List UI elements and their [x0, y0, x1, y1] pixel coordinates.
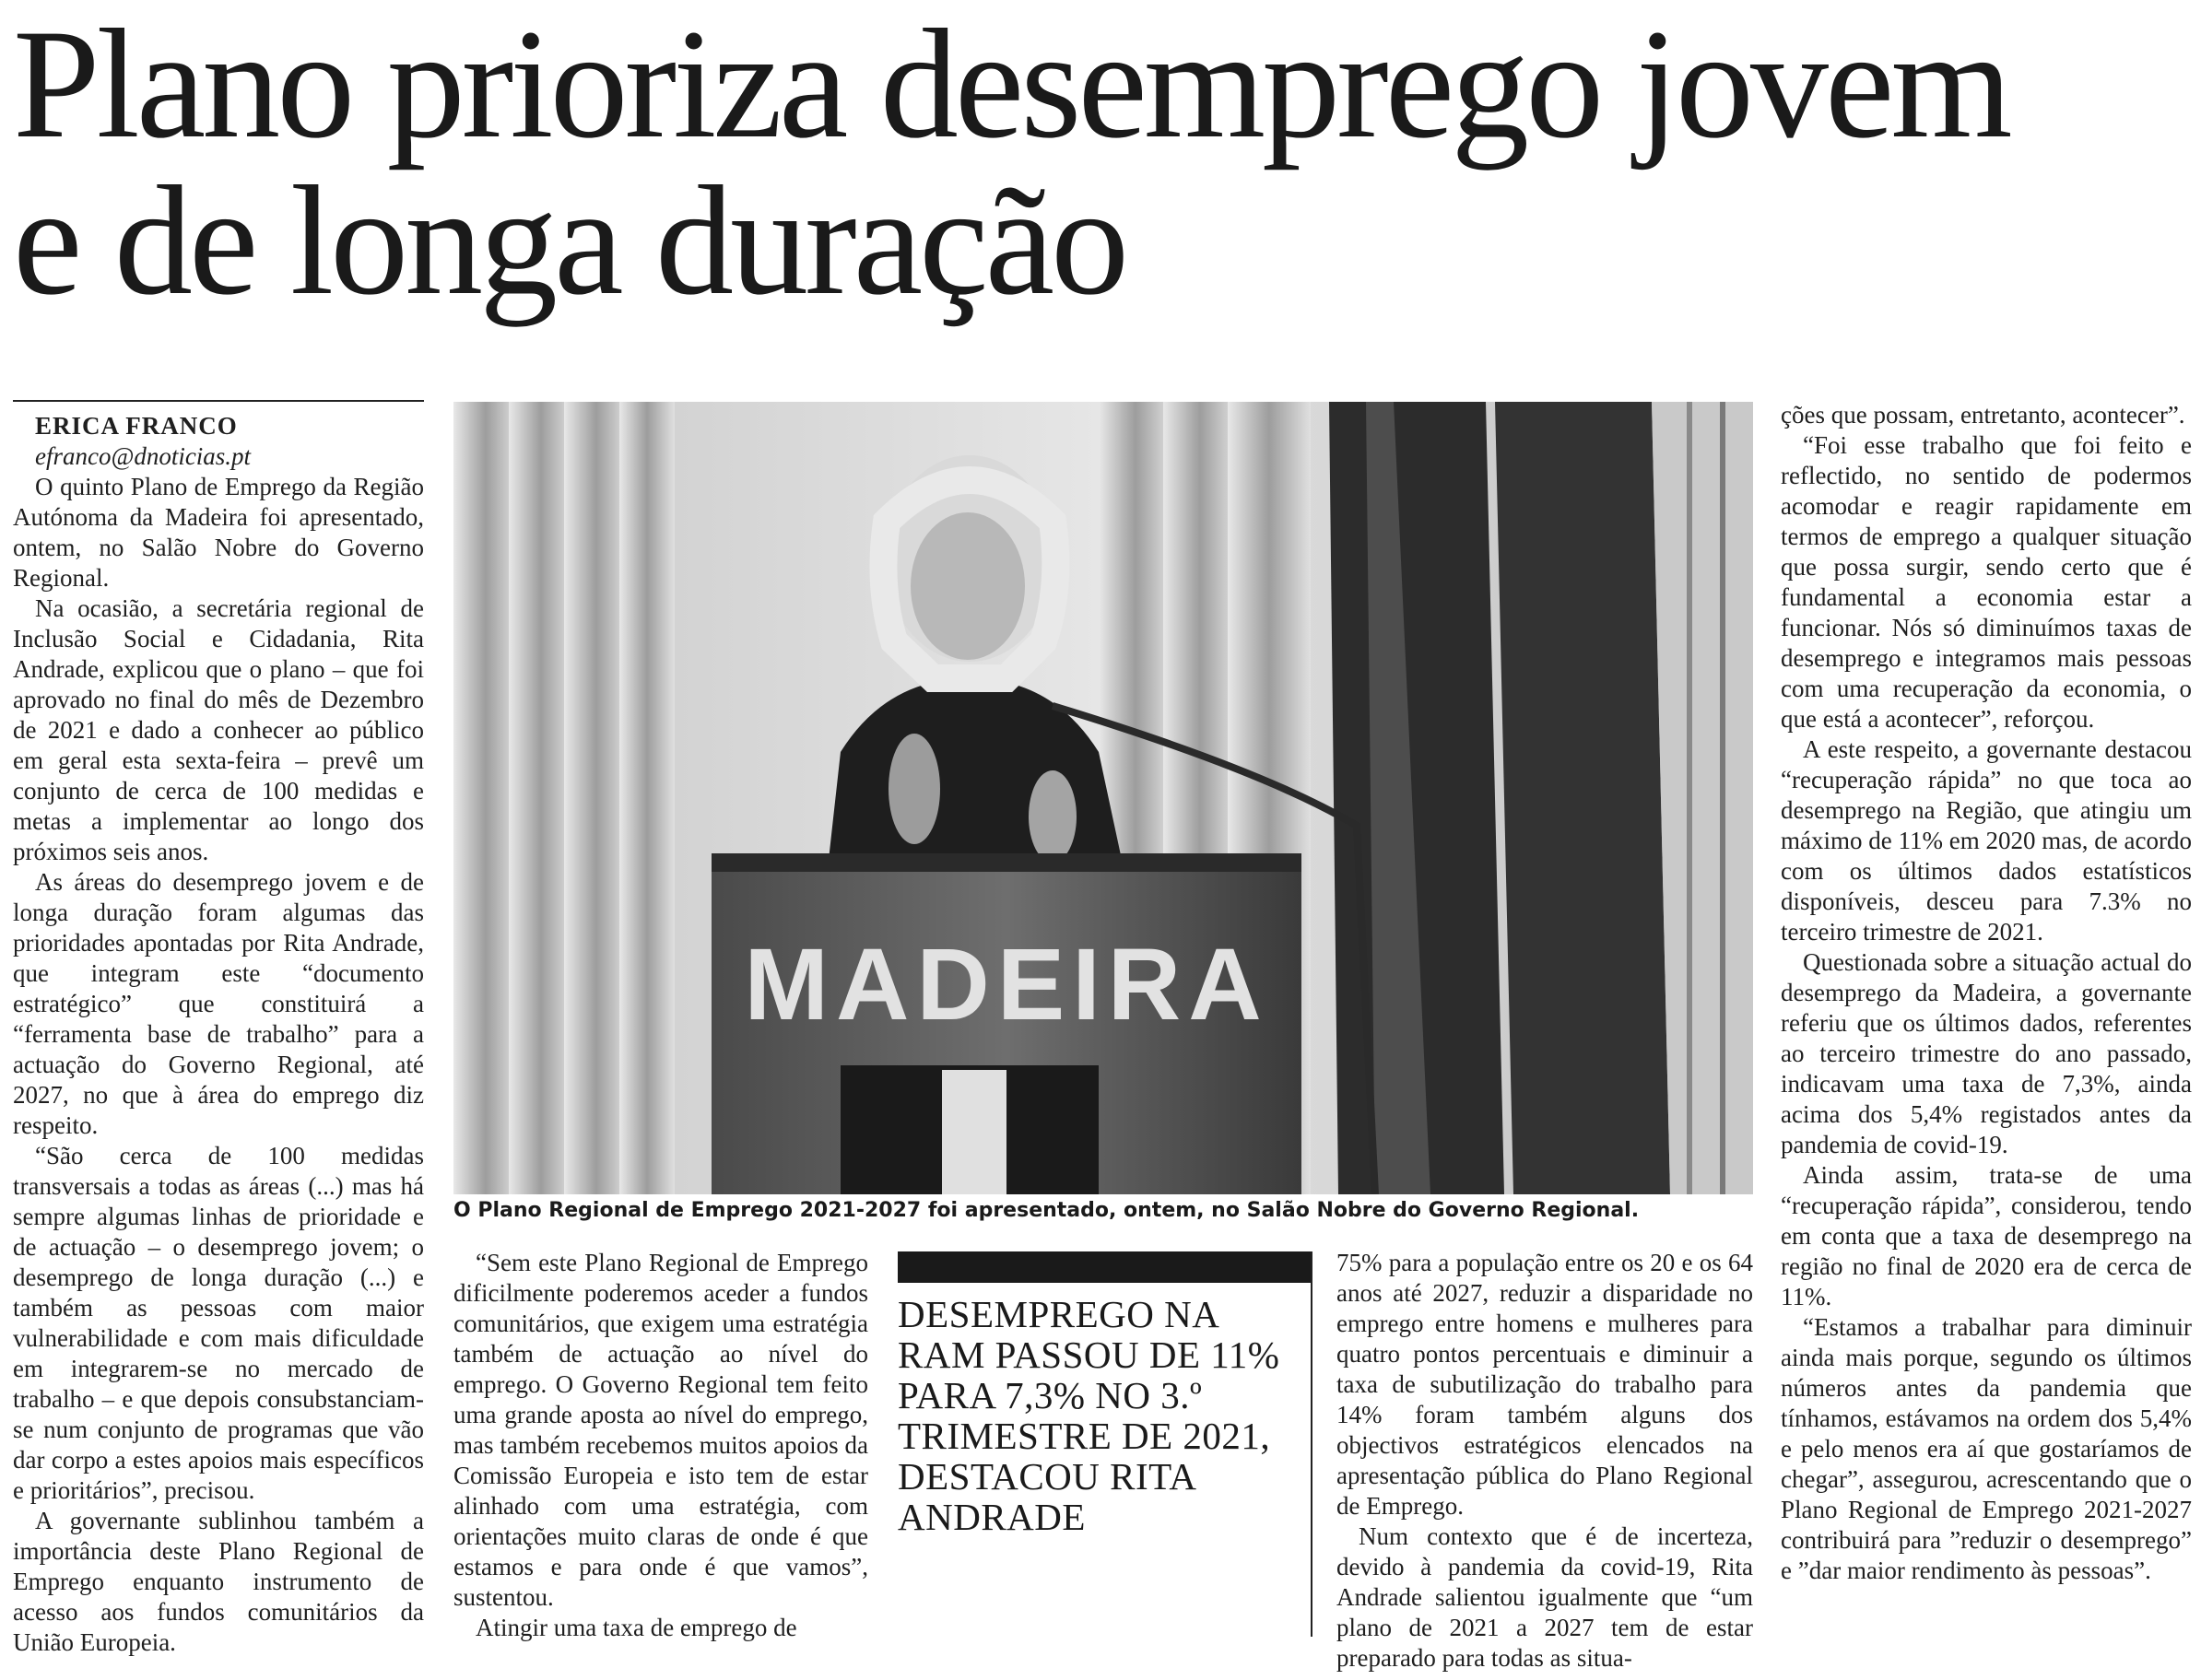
pullquote: DESEMPREGO NA RAM PASSOU DE 11% PARA 7,3% NO 3.º TRIMESTRE DE 2021, DESTACOU RITA ANDRADE	[898, 1293, 1280, 1538]
paragraph: As áreas do desemprego jovem e de longa duração foram algumas das prioridades apontadas por Rita Andrade, que integram este “documento estratégico” que constituirá a “ferramenta base de trabalho” para a actuação do Governo Regional, até 2027, no que à área do emprego diz respeito.	[13, 868, 424, 1139]
article-column-1	[13, 411, 424, 1658]
flags	[1329, 402, 1753, 1194]
headline	[13, 0, 2188, 327]
podium	[712, 853, 1301, 1194]
author-email[interactable]: efranco@dnoticias.pt	[35, 442, 252, 470]
article-column-4	[1781, 400, 2192, 1586]
paragraph: Num contexto que é de incerteza, devido à pandemia da covid-19, Rita Andrade salientou igualmente que “um plano de 2021 a 2027 tem de estar preparado para todas as situa-	[1336, 1522, 1753, 1672]
paragraph: “São cerca de 100 medidas transversais a todas as áreas (...) mas há sempre algumas linhas de prioridade e de actuação – o desemprego jovem; o desemprego de longa duração (...) e também as pessoas com maior vulnerabilidade e com mais dificuldade em integrarem-se no mercado de trabalho – e que depois consubstanciam-se num conjunto de programas que vão dar corpo a estes apoios mais específicos e prioritários”, precisou.	[13, 1142, 424, 1504]
curtain-left	[453, 402, 675, 1194]
paragraph: A governante sublinhou também a importância deste Plano Regional de Emprego enquanto instrumento de acesso aos fundos comunitários da União Europeia.	[13, 1507, 424, 1656]
photo-caption: O Plano Regional de Emprego 2021-2027 foi apresentado, ontem, no Salão Nobre do Governo Regional.	[453, 1199, 1640, 1222]
podium-lettering: MADEIRA	[744, 928, 1269, 1041]
paragraph: “Estamos a trabalhar para diminuir ainda mais porque, segundo os últimos números antes da pandemia que tínhamos, estávamos na ordem dos 5,4% e pelo menos era aí que gostaríamos de chegar”, assegurou, acrescentando que o Plano Regional de Emprego 2021-2027 contribuirá para ”reduzir o desemprego” e ”dar maior rendimento às pessoas”.	[1781, 1313, 2192, 1584]
paragraph: O quinto Plano de Emprego da Região Autónoma da Madeira foi apresentado, ontem, no Salão Nobre do Governo Regional.	[13, 473, 424, 592]
headline-line-2: e de longa duração	[13, 154, 1126, 327]
article-column-3	[1336, 1248, 1753, 1674]
column-rule	[13, 400, 424, 402]
paragraph: Atingir uma taxa de emprego de	[476, 1614, 797, 1641]
article-photo	[453, 402, 1753, 1194]
author-name: ERICA FRANCO	[35, 412, 238, 440]
paragraph: ções que possam, entretanto, acontecer”.	[1781, 401, 2185, 429]
photo-illustration	[453, 402, 1753, 1194]
pullquote-rule	[1311, 1251, 1312, 1637]
article-column-2	[453, 1248, 868, 1643]
pullquote-bar	[898, 1251, 1311, 1283]
paragraph: A este respeito, a governante destacou “recuperação rápida” no que toca ao desemprego na Região, que atingiu um máximo de 11% em 2020 mas, de acordo com os últimos dados estatísticos disponíveis, desceu para 7.3% no terceiro trimestre de 2021.	[1781, 735, 2192, 946]
paragraph: Na ocasião, a secretária regional de Inclusão Social e Cidadania, Rita Andrade, explicou que o plano – que foi aprovado no final do mês de Dezembro de 2021 e dado a conhecer ao público em geral esta sexta-feira – prevê um conjunto de cerca de 100 medidas e metas a implementar ao longo dos próximos seis anos.	[13, 594, 424, 865]
paragraph: 75% para a população entre os 20 e os 64 anos até 2027, reduzir a disparidade no emprego entre homens e mulheres para quatro pontos percentuais e diminuir a taxa de subutilização do trabalho para 14% foram também alguns dos objectivos estratégicos elencados na apresentação pública do Plano Regional de Emprego.	[1336, 1249, 1753, 1520]
headline-line-1: Plano prioriza desemprego jovem	[13, 0, 2009, 170]
paragraph: “Sem este Plano Regional de Emprego dificilmente poderemos aceder a fundos comunitários, que exigem uma estratégia também de actuação ao nível do emprego. O Governo Regional tem feito uma grande aposta ao nível do emprego, mas também recebemos muitos apoios da Comissão Europeia e isto tem de estar alinhado com uma estratégia, com orientações muito claras de onde é que estamos e para onde é que vamos”, sustentou.	[453, 1249, 868, 1611]
paragraph: “Foi esse trabalho que foi feito e reflectido, no sentido de podermos acomodar e reagir rapidamente em termos de emprego a qualquer situação que possa surgir, sendo certo que é fundamental a economia estar a funcionar. Nós só diminuímos taxas de desemprego e integramos mais pessoas com uma recuperação da economia, o que está a acontecer”, reforçou.	[1781, 431, 2192, 733]
paragraph: Ainda assim, trata-se de uma “recuperação rápida”, considerou, tendo em conta que a taxa de desemprego na região no final de 2020 era de cerca de 11%.	[1781, 1161, 2192, 1310]
paragraph: Questionada sobre a situação actual do desemprego da Madeira, a governante referiu que os últimos dados, referentes ao terceiro trimestre do ano passado, indicavam uma taxa de 7,3%, ainda acima dos 5,4% registados antes da pandemia de covid-19.	[1781, 948, 2192, 1158]
